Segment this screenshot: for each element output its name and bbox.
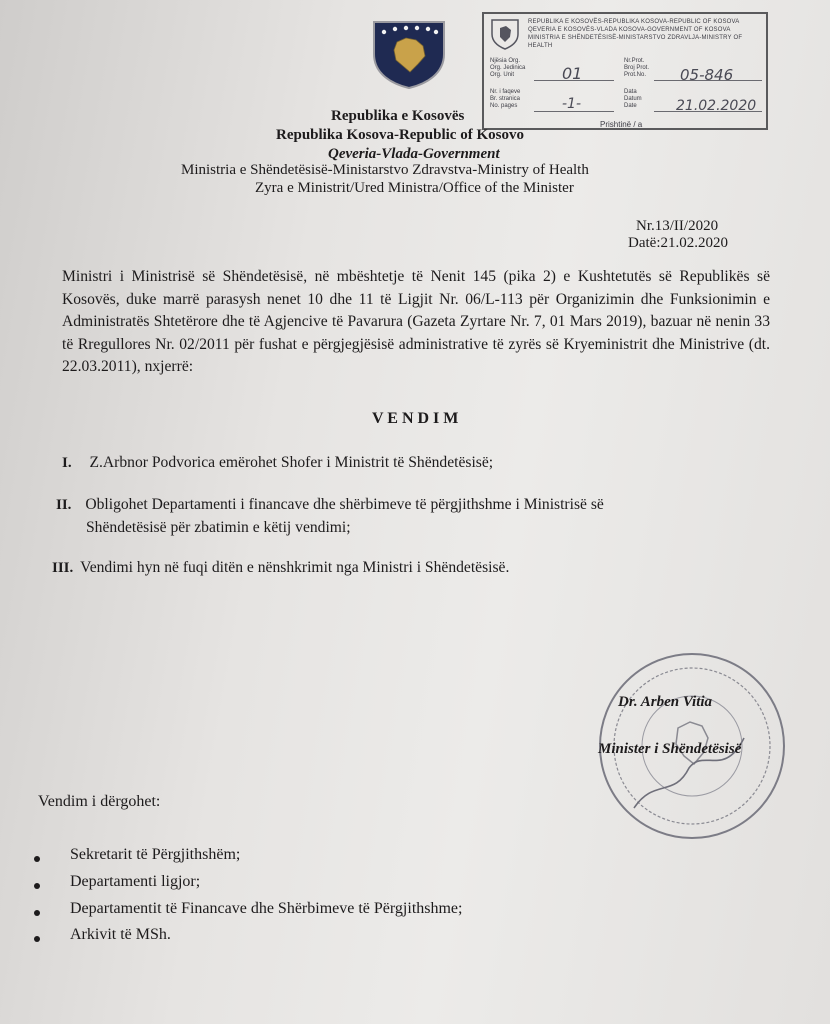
stamp-label: Njësia Org. — [490, 58, 521, 64]
stamp-label: Prot.No. — [624, 72, 647, 78]
decision-text: Obligohet Departamenti i financave dhe shërbimeve të përgjithshme i Ministrisë së — [85, 496, 604, 513]
distribution-item: Departamenti ligjor; — [70, 873, 201, 890]
reference-number: Nr.13/II/2020 — [636, 218, 719, 234]
republic-tri-title: Republika Kosova-Republic of Kosovo — [276, 127, 524, 143]
stamp-label: Br. stranica — [490, 96, 521, 102]
bullet-icon — [34, 856, 40, 862]
bullet-icon — [34, 883, 40, 889]
stamp-prot-no-value: 05-846 — [680, 66, 734, 84]
stamp-org-unit-value: 01 — [562, 64, 583, 83]
preamble-paragraph: Ministri i Ministrisë së Shëndetësisë, në mbështetje të Nenit 145 (pika 2) e Kushtetutës së Republikës së Kosovës, duke marrë parasysh nenet 10 dhe 11 të Ligjit Nr. 06/L-113 për Organizimin dhe Funksionimin e Administratës Shtetërore dhe të Agjencive të Pavarura (Gazeta Zyrtare Nr. 7, 01 Mars 2019), bazuar në nenin 33 të Rregullores Nr. 02/2011 për fushat e përgjegjësisë administrative të zyrës së Kryeministrit dhe Ministrive (dt. 22.03.2011), nxjerrë: — [62, 268, 770, 375]
stamp-emblem-icon — [490, 18, 520, 50]
registry-stamp — [482, 12, 768, 130]
decision-text: Z.Arbnor Podvorica emërohet Shofer i Ministrit të Shëndetësisë; — [89, 454, 494, 471]
stamp-label: Nr. i faqeve — [490, 89, 521, 95]
decision-title: V E N D I M — [372, 410, 459, 427]
distribution-item: Sekretarit të Përgjithshëm; — [70, 846, 241, 863]
stamp-label: Org. Jedinica — [490, 65, 526, 71]
signatory-name: Dr. Arben Vitia — [618, 694, 713, 710]
stamp-label: Datum — [624, 96, 642, 102]
stamp-place: Prishtinë / a — [600, 120, 643, 129]
decision-item-2-cont: Shëndetësisë për zbatimin e këtij vendimi; — [86, 519, 351, 536]
stamp-header-line3: MINISTRIA E SHËNDETËSISË-MINISTARSTVO ZDRAVLJA-MINISTRY OF HEALTH — [528, 35, 743, 49]
stamp-header — [528, 18, 766, 50]
decision-number: II. — [56, 497, 72, 513]
stamp-pages-value: -1- — [562, 96, 582, 112]
ministry-title: Ministria e Shëndetësisë-Ministarstvo Zdravstva-Ministry of Health — [181, 162, 589, 178]
bullet-icon — [34, 910, 40, 916]
kosovo-emblem-icon — [370, 18, 448, 90]
stamp-label: No. pages — [490, 103, 518, 109]
decision-item-1 — [62, 451, 493, 475]
stamp-header-line2: QEVERIA E KOSOVËS-VLADA KOSOVA-GOVERNMENT OF KOSOVA — [528, 27, 731, 33]
decision-item-2 — [56, 493, 604, 517]
decision-text: Vendimi hyn në fuqi ditën e nënshkrimit nga Ministri i Shëndetësisë. — [80, 559, 510, 576]
stamp-header-line1: REPUBLIKA E KOSOVËS-REPUBLIKA KOSOVA-REPUBLIC OF KOSOVA — [528, 19, 740, 25]
reference-date: Datë:21.02.2020 — [628, 235, 728, 251]
office-title: Zyra e Ministrit/Ured Ministra/Office of the Minister — [255, 180, 574, 196]
government-title: Qeveria-Vlada-Government — [328, 146, 500, 162]
distribution-item: Arkivit të MSh. — [70, 926, 171, 943]
stamp-label: Nr.Prot. — [624, 58, 645, 64]
stamp-label: Data — [624, 89, 637, 95]
distribution-item: Departamentit të Financave dhe Shërbimeve të Përgjithshme; — [70, 900, 463, 917]
decision-number: I. — [62, 455, 72, 471]
distribution-heading: Vendim i dërgohet: — [38, 793, 161, 810]
signatory-role: Minister i Shëndetësisë — [598, 741, 742, 757]
decision-number: III. — [52, 560, 74, 576]
stamp-label: Date — [624, 103, 637, 109]
decision-item-3 — [52, 556, 509, 580]
republic-title: Republika e Kosovës — [331, 108, 465, 124]
stamp-date-value: 21.02.2020 — [676, 98, 757, 114]
bullet-icon — [34, 936, 40, 942]
stamp-label: Broj Prot. — [624, 65, 650, 71]
stamp-label: Org. Unit — [490, 72, 515, 78]
